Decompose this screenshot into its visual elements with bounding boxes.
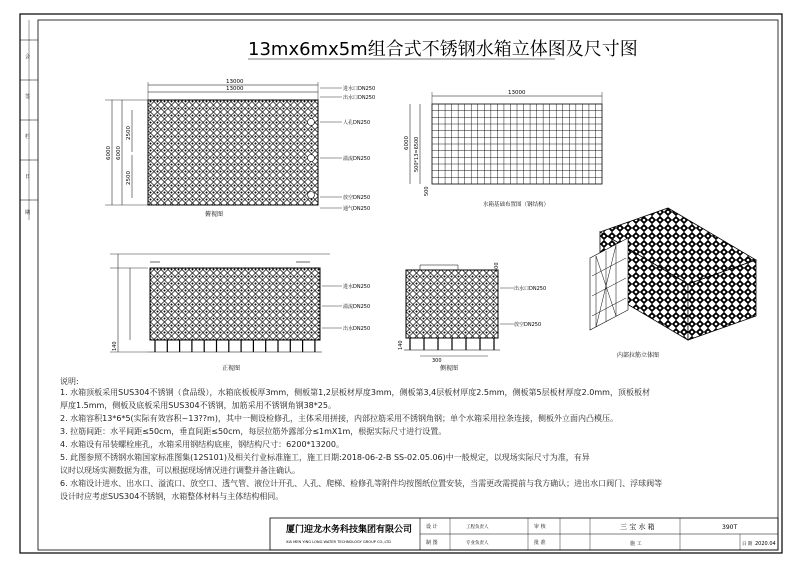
pipe-label: 放空DN250 [343, 195, 371, 201]
view-caption: 俯视图 [205, 211, 224, 218]
pipe-label: 出水口DN250 [343, 95, 376, 101]
pipe-icon [308, 155, 315, 162]
tb-label: 工程负责人 [466, 525, 489, 530]
dimension-label: 13000 [508, 90, 526, 96]
note-line: 4. 水箱设有吊装螺栓座孔，水箱采用钢结构底座，钢结构尺寸：6200*13200。 [60, 440, 344, 449]
tb-label: 设 计 [426, 524, 438, 530]
pipe-label: 放空DN250 [514, 322, 542, 328]
date-label: 日 期 [742, 542, 753, 547]
iso-view [590, 208, 756, 359]
view-caption: 侧视图 [440, 365, 459, 372]
note-line: 议时以现场实测数据为准，可以根据现场情况进行调整并备注确认。 [60, 466, 300, 475]
note-line: 厚度1.5mm，侧板及底板采用SUS304不锈钢，加筋采用不锈钢角钢38*25。 [60, 401, 336, 410]
side-strip [20, 20, 38, 220]
pipe-label: 通气DN250 [343, 206, 371, 212]
company-name: 厦门迎龙水务科技集团有限公司 [286, 525, 413, 535]
notes-block [60, 386, 780, 503]
side-strip-text: 日 [25, 174, 31, 180]
dimension-label: 2500 [126, 171, 132, 185]
note-line: 1. 水箱顶板采用SUS304不锈钢（食品级），水箱底板板厚3mm，侧板第1,2层板材厚度3mm，侧板第3,4层板材厚度2.5mm，侧板第5层板材厚度2.0mm，顶板板材 [60, 388, 650, 397]
date-value: 2020.04 [755, 541, 776, 547]
dimension-label: 13000 [226, 86, 244, 92]
dimension-label: 500*13=6500 [414, 136, 420, 172]
phase-label: 施 工 [630, 541, 642, 547]
pipe-label: 进水口DN250 [343, 86, 376, 92]
dimension-label: 400 [494, 262, 500, 272]
tb-label: 专业负责人 [466, 541, 489, 546]
pipe-icon [308, 119, 315, 126]
front-view [110, 254, 370, 372]
notes-heading: 说明: [60, 377, 79, 386]
dimension-label: 500 [424, 186, 430, 196]
note-line: 6. 水箱设计进水、出水口、溢流口、放空口、透气管、液位计开孔、人孔、爬梯、检修孔等附件均按图纸位置安装，当需更改需提前与我方确认；进出水口阀门、浮球阀等 [60, 479, 663, 488]
pipe-label: 出水口DN250 [514, 286, 547, 292]
drawing-code: 390T [722, 524, 738, 531]
tb-label: 制 图 [426, 540, 438, 546]
dimension-label: 2500 [126, 126, 132, 140]
side-strip-text: 签 [25, 94, 31, 100]
tb-label: 审 核 [534, 524, 546, 530]
dimension-label: 13000 [226, 79, 244, 85]
dimension-label: 6000 [106, 146, 112, 160]
side-strip-text: 栏 [25, 134, 31, 140]
pipe-label: 溢流DN250 [343, 304, 371, 310]
dimension-label: 140 [112, 341, 118, 351]
pipe-label: 人孔DN250 [343, 120, 371, 126]
base-view [404, 90, 602, 208]
project-name: 三 宝 水 箱 [620, 523, 655, 531]
dimension-label: 6000 [404, 136, 410, 150]
view-caption: 正视图 [222, 365, 241, 372]
note-line: 5. 此图参照不锈钢水箱国家标准图集(12S101)及相关行业标准施工，施工日期:2018-06-2-B SS-02.05.06)中一般规定，以现场实际尺寸为准，有异 [60, 453, 590, 462]
sheet-title: 13mx6mx5m组合式不锈钢水箱立体图及尺寸图 [248, 39, 638, 60]
note-line: 设计时应考虑SUS304不锈钢，水箱整体材料与主体结构相同。 [60, 492, 284, 501]
view-caption: 水箱基础布置图（钢结构） [483, 202, 550, 208]
note-line: 3. 拉筋间距：水平间距≤50cm，垂直间距≤50cm，每层拉筋外露部分≤1mX1m，根据实际尺寸进行设置。 [60, 427, 447, 436]
pipe-label: 溢流DN250 [343, 156, 371, 162]
note-line: 2. 水箱容积13*6*5(实际有效容积~13??m)，其中一侧设检修孔，主体采用拼接，内部拉筋采用不锈钢角钢；单个水箱采用拉条连接，侧板外立面内凸模压。 [60, 414, 618, 423]
pipe-label: 出水DN250 [343, 326, 371, 332]
dimension-label: 300 [432, 358, 442, 364]
view-caption: 内部拉筋立体图 [617, 352, 660, 359]
tb-label: 批 准 [534, 540, 546, 546]
side-view [398, 262, 546, 372]
pipe-icon [308, 192, 315, 199]
plan-view [105, 79, 375, 218]
dimension-label: 140 [398, 340, 404, 350]
dimension-label: 6000 [116, 146, 122, 160]
company-name-en: XIA MEN YING LONG WATER TECHNOLOGY GROUP CO.,LTD [286, 540, 391, 544]
side-strip-text: 期 [25, 210, 31, 216]
pipe-label: 进水DN250 [343, 284, 371, 290]
side-strip-text: 会 [25, 54, 31, 60]
